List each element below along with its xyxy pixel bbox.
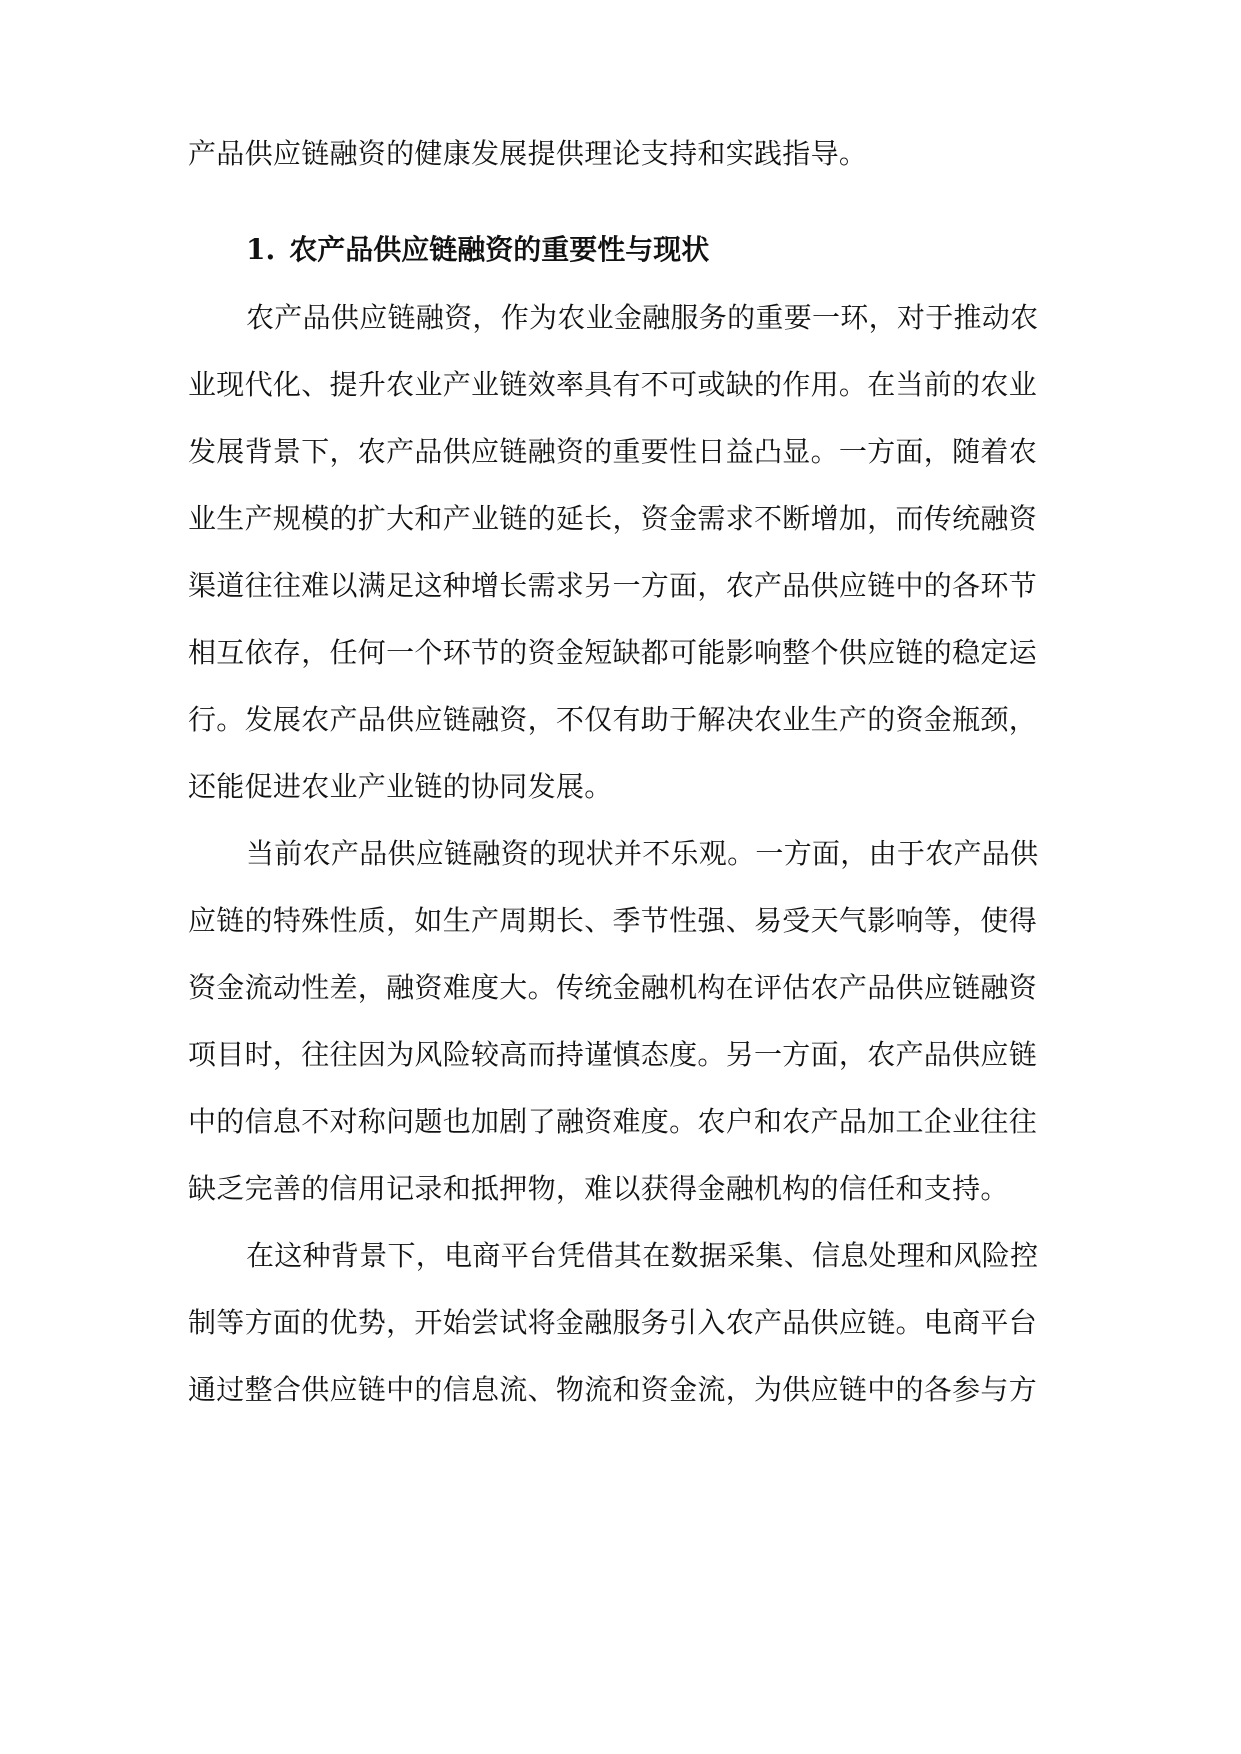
paragraph-line: 发展背景下，农产品供应链融资的重要性日益凸显。一方面，随着农	[188, 435, 1038, 468]
paragraph-line: 农产品供应链融资，作为农业金融服务的重要一环，对于推动农	[246, 301, 1039, 334]
paragraph-line: 项目时，往往因为风险较高而持谨慎态度。另一方面，农产品供应链	[188, 1038, 1038, 1071]
paragraph-line: 中的信息不对称问题也加剧了融资难度。农户和农产品加工企业往往	[188, 1105, 1038, 1138]
paragraph-line: 相互依存，任何一个环节的资金短缺都可能影响整个供应链的稳定运	[188, 636, 1038, 669]
paragraph-line: 资金流动性差，融资难度大。传统金融机构在评估农产品供应链融资	[188, 971, 1038, 1004]
section-number: 1.	[246, 233, 276, 266]
paragraph-line: 在这种背景下，电商平台凭借其在数据采集、信息处理和风险控	[246, 1239, 1039, 1272]
paragraph-line: 渠道往往难以满足这种增长需求另一方面，农产品供应链中的各环节	[188, 569, 1038, 602]
intro-tail-line: 产品供应链融资的健康发展提供理论支持和实践指导。	[188, 137, 868, 170]
paragraph-line: 还能促进农业产业链的协同发展。	[188, 770, 613, 803]
paragraph-line: 通过整合供应链中的信息流、物流和资金流，为供应链中的各参与方	[188, 1373, 1038, 1406]
paragraph-line: 应链的特殊性质，如生产周期长、季节性强、易受天气影响等，使得	[188, 904, 1038, 937]
paragraph-line: 业现代化、提升农业产业链效率具有不可或缺的作用。在当前的农业	[188, 368, 1038, 401]
section-title: 农产品供应链融资的重要性与现状	[289, 233, 710, 266]
paragraph-line: 当前农产品供应链融资的现状并不乐观。一方面，由于农产品供	[246, 837, 1039, 870]
paragraph-line: 业生产规模的扩大和产业链的延长，资金需求不断增加，而传统融资	[188, 502, 1038, 535]
paragraph-line: 行。发展农产品供应链融资，不仅有助于解决农业生产的资金瓶颈，	[188, 703, 1038, 736]
paragraph-line: 制等方面的优势，开始尝试将金融服务引入农产品供应链。电商平台	[188, 1306, 1038, 1339]
paragraph-line: 缺乏完善的信用记录和抵押物，难以获得金融机构的信任和支持。	[188, 1172, 1009, 1205]
section-heading	[246, 230, 709, 270]
